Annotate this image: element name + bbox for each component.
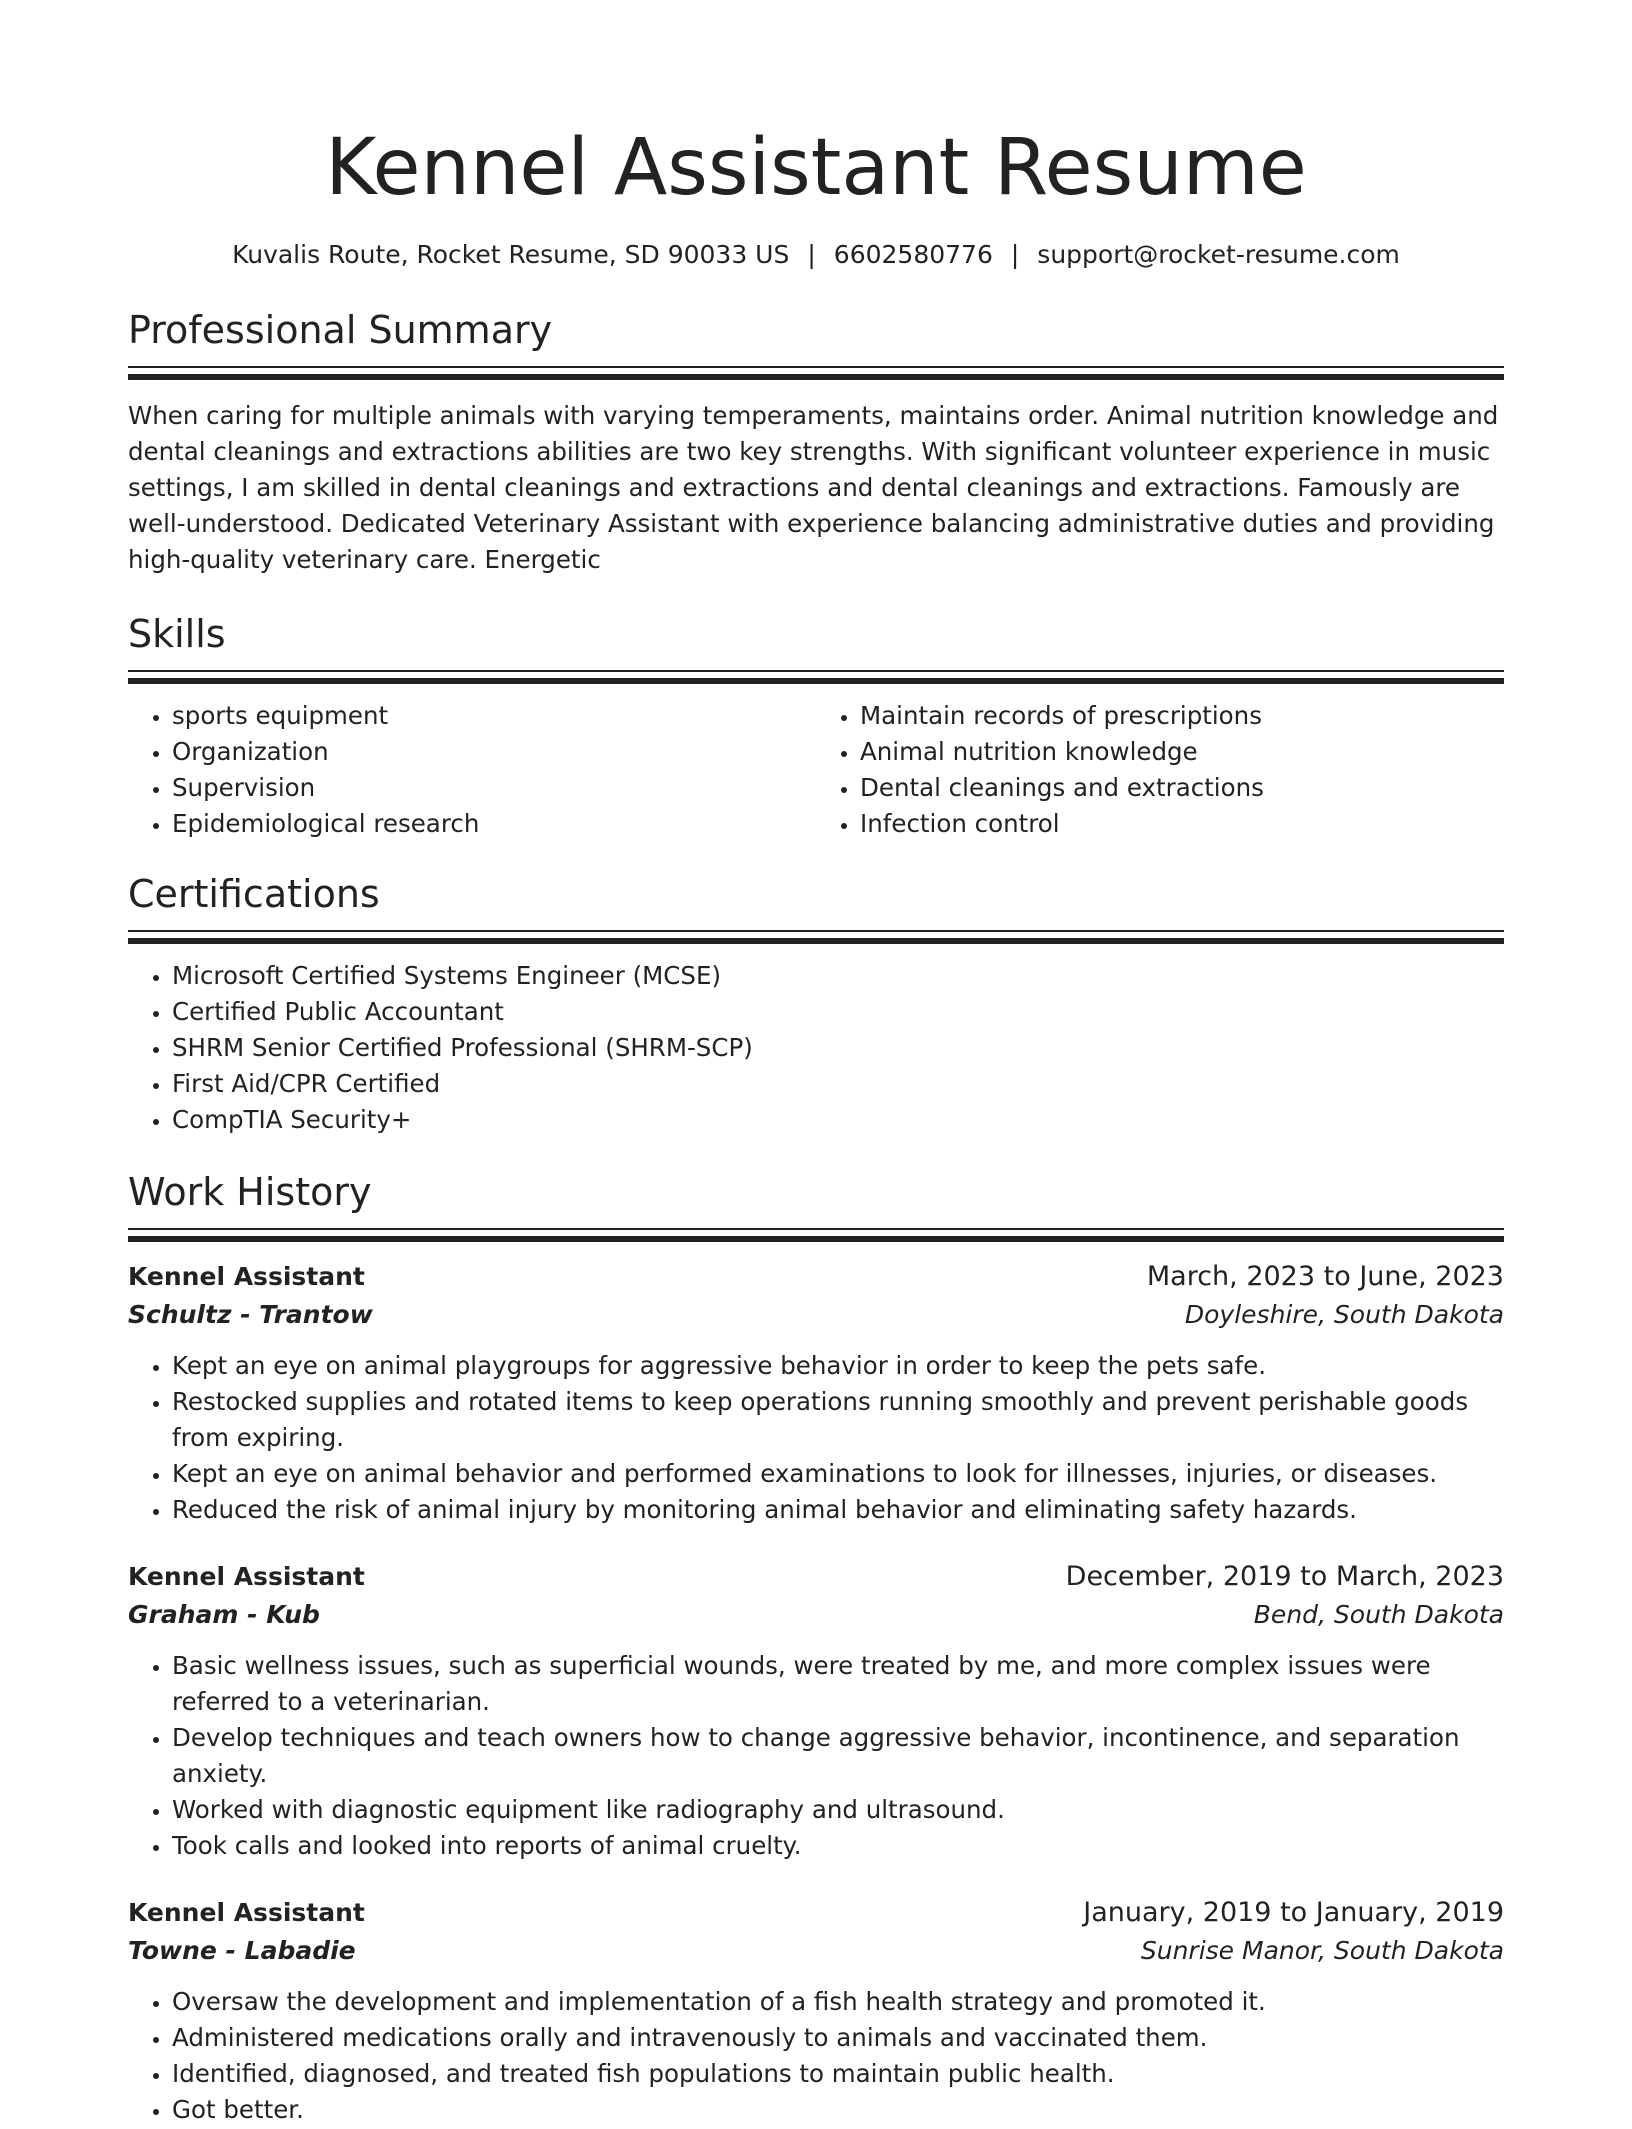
job-title: Kennel Assistant [128,1898,365,1927]
job-bullet: • Kept an eye on animal behavior and performed examinations to look for illnesses, injuries, or diseases. [172,1456,1504,1492]
section-heading-work: Work History [128,1170,372,1214]
work-section [128,1168,1504,2128]
job-bullet: • Restocked supplies and rotated items to keep operations running smoothly and prevent perishable goods from expiring. [172,1384,1504,1456]
skills-list-right [816,698,1504,842]
job-company: Graham - Kub [128,1600,320,1629]
job-dates: December, 2019 to March, 2023 [1065,1561,1504,1592]
skill-item: • Organization [172,734,816,770]
summary-section [128,306,1504,578]
skill-item: • Infection control [860,806,1504,842]
job-subheader [128,1596,1504,1634]
section-heading-certifications: Certifications [128,872,380,916]
job-entry [128,1894,1504,2128]
certification-item: • CompTIA Security+ [172,1102,1504,1138]
job-header [128,1258,1504,1296]
certification-item: • Certified Public Accountant [172,994,1504,1030]
section-divider [128,670,1504,684]
contact-email: support@rocket-resume.com [1037,240,1400,269]
job-bullet: • Identified, diagnosed, and treated fish populations to maintain public health. [172,2056,1504,2092]
job-bullet: • Reduced the risk of animal injury by monitoring animal behavior and eliminating safety hazards. [172,1492,1504,1528]
resume-title: Kennel Assistant Resume [325,123,1307,213]
job-title: Kennel Assistant [128,1262,365,1291]
job-entry [128,1258,1504,1528]
job-dates: January, 2019 to January, 2019 [1083,1897,1504,1928]
contact-separator: | [807,240,816,269]
certification-item: • Microsoft Certified Systems Engineer (MCSE) [172,958,1504,994]
job-company: Towne - Labadie [128,1936,356,1965]
skill-item: • Epidemiological research [172,806,816,842]
skill-item: • Maintain records of prescriptions [860,698,1504,734]
job-company: Schultz - Trantow [128,1300,373,1329]
skills-list-left [128,698,816,842]
certification-item: • SHRM Senior Certified Professional (SHRM-SCP) [172,1030,1504,1066]
job-header [128,1558,1504,1596]
job-bullet: • Got better. [172,2092,1504,2128]
contact-phone: 6602580776 [833,240,993,269]
job-location: Sunrise Manor, South Dakota [1140,1936,1504,1965]
contact-address: Kuvalis Route, Rocket Resume, SD 90033 US [232,240,790,269]
certifications-section [128,870,1504,1138]
section-heading-skills: Skills [128,612,226,656]
job-dates: March, 2023 to June, 2023 [1146,1261,1504,1292]
contact-separator: | [1010,240,1020,269]
job-bullet: • Worked with diagnostic equipment like radiography and ultrasound. [172,1792,1504,1828]
job-subheader [128,1932,1504,1970]
job-bullet: • Administered medications orally and intravenously to animals and vaccinated them. [172,2020,1504,2056]
job-location: Doyleshire, South Dakota [1184,1300,1504,1329]
job-bullets [128,1648,1504,1864]
resume-page [128,0,1504,2128]
section-heading-summary: Professional Summary [128,308,553,352]
skills-columns [128,698,1504,842]
skill-item: • Dental cleanings and extractions [860,770,1504,806]
job-bullet: • Kept an eye on animal playgroups for aggressive behavior in order to keep the pets safe. [172,1348,1504,1384]
section-divider [128,930,1504,944]
job-header [128,1894,1504,1932]
job-bullets [128,1984,1504,2128]
job-bullet: • Took calls and looked into reports of animal cruelty. [172,1828,1504,1864]
skill-item: • sports equipment [172,698,816,734]
skills-section [128,610,1504,842]
certifications-list [128,958,1504,1138]
job-bullet: • Develop techniques and teach owners how to change aggressive behavior, incontinence, and separation anxiety. [172,1720,1504,1792]
section-divider [128,1228,1504,1242]
job-title: Kennel Assistant [128,1562,365,1591]
contact-line [128,238,1504,272]
section-divider [128,366,1504,380]
job-bullet: • Basic wellness issues, such as superficial wounds, were treated by me, and more complex issues were referred to a veterinarian. [172,1648,1504,1720]
skill-item: • Animal nutrition knowledge [860,734,1504,770]
summary-text: When caring for multiple animals with varying temperaments, maintains order. Animal nutrition knowledge and dental cleanings and extractions abilities are two key strengths. With significant volunteer experience in music settings, I am skilled in dental cleanings and extractions and dental cleanings and extractions. Famously are well-understood. Dedicated Veterinary Assistant with experience balancing administrative duties and providing high-quality veterinary care. Energetic [128,401,1499,574]
skill-item: • Supervision [172,770,816,806]
job-bullets [128,1348,1504,1528]
job-location: Bend, South Dakota [1253,1600,1504,1629]
job-bullet: • Oversaw the development and implementation of a fish health strategy and promoted it. [172,1984,1504,2020]
job-entry [128,1558,1504,1864]
certification-item: • First Aid/CPR Certified [172,1066,1504,1102]
job-subheader [128,1296,1504,1334]
